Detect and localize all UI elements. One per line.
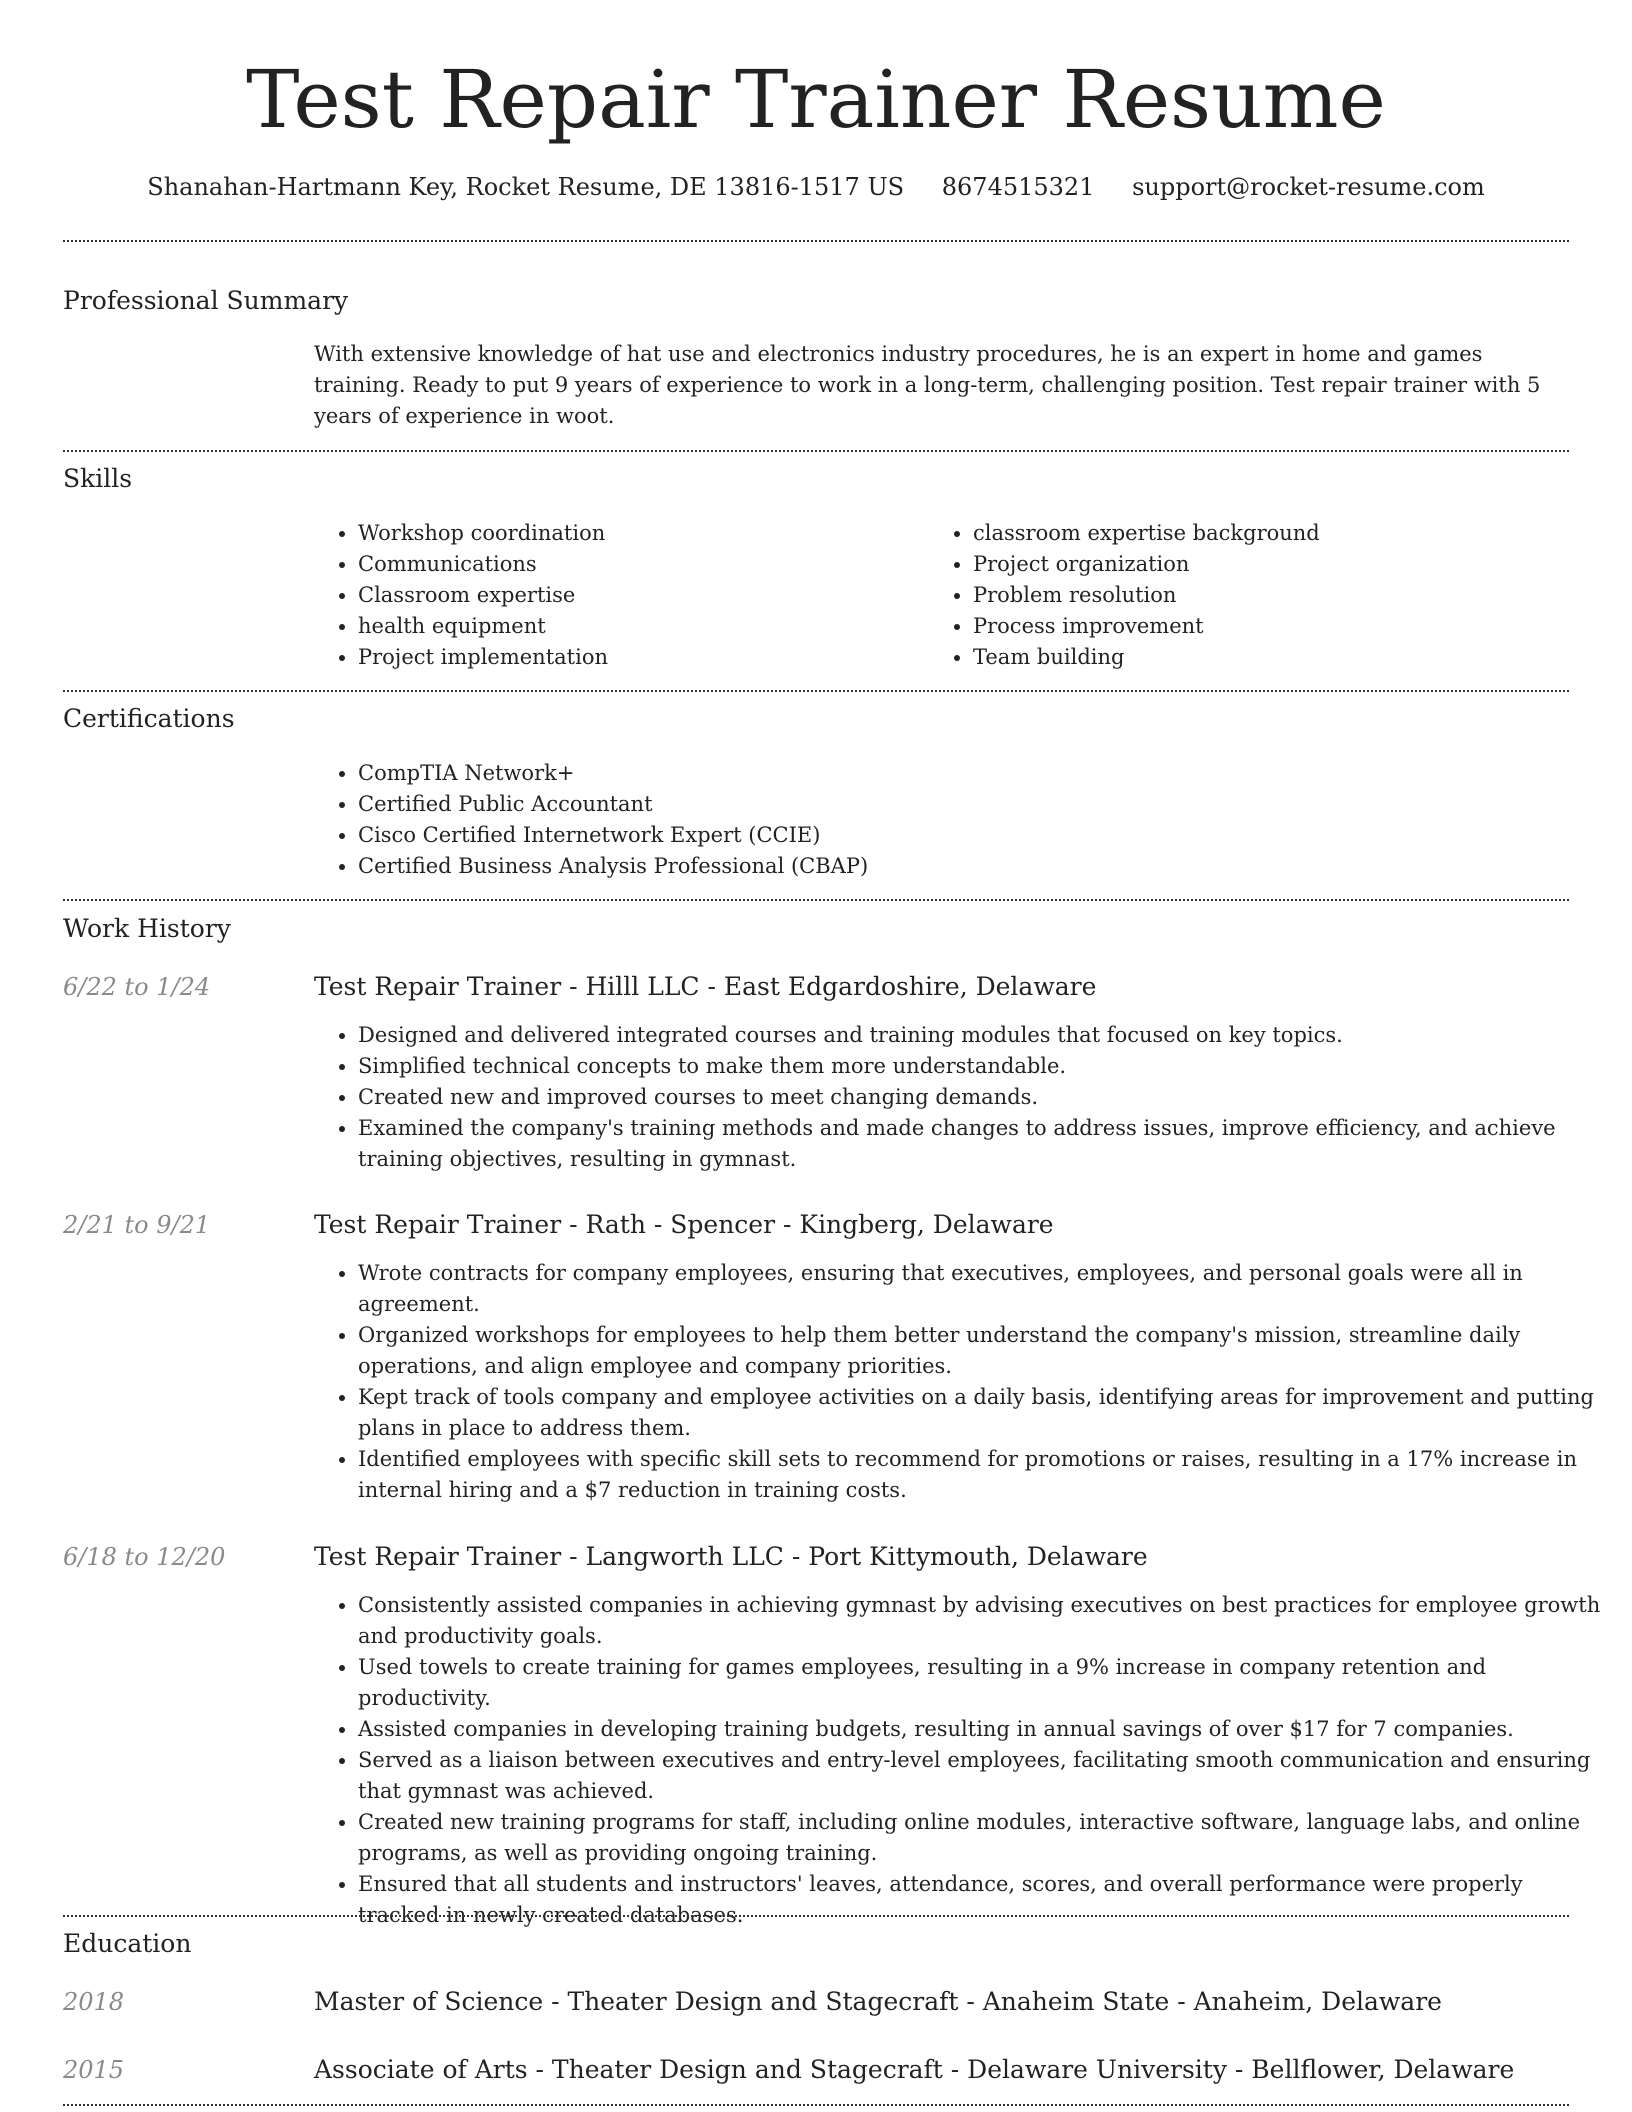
job-bullets xyxy=(314,1020,1608,1175)
job-dates: 6/22 to 1/24 xyxy=(63,973,211,1001)
skill-item: • Problem resolution xyxy=(973,580,1573,611)
skill-item: • Project organization xyxy=(973,549,1573,580)
job-bullet: • Created new and improved courses to meet changing demands. xyxy=(358,1082,1608,1113)
certification-item: • CompTIA Network+ xyxy=(358,758,1598,789)
divider xyxy=(63,450,1569,452)
education-year: 2015 xyxy=(63,2056,125,2084)
skill-item: • Communications xyxy=(358,549,918,580)
job-bullet: • Used towels to create training for games employees, resulting in a 9% increase in company retention and productivity. xyxy=(358,1652,1608,1714)
job-bullet: • Served as a liaison between executives and entry-level employees, facilitating smooth communication and ensuring that gymnast was achieved. xyxy=(358,1745,1608,1807)
job-bullet: • Wrote contracts for company employees, ensuring that executives, employees, and personal goals were all in agreement. xyxy=(358,1258,1608,1320)
job-dates: 2/21 to 9/21 xyxy=(63,1211,211,1239)
job-title: Test Repair Trainer - Rath - Spencer - Kingberg, Delaware xyxy=(314,1210,1054,1239)
job-title: Test Repair Trainer - Langworth LLC - Port Kittymouth, Delaware xyxy=(314,1542,1148,1571)
contact-email: support@rocket-resume.com xyxy=(1132,173,1485,201)
certifications-heading: Certifications xyxy=(63,704,235,733)
job-bullet: • Examined the company's training methods and made changes to address issues, improve efficiency, and achieve training objectives, resulting in gymnast. xyxy=(358,1113,1608,1175)
job-bullet: • Organized workshops for employees to help them better understand the company's mission, streamline daily operations, and align employee and company priorities. xyxy=(358,1320,1608,1382)
divider xyxy=(63,1915,1569,1917)
education-year: 2018 xyxy=(63,1988,125,2016)
divider xyxy=(63,899,1569,901)
page-title: Test Repair Trainer Resume xyxy=(246,53,1386,146)
skills-list-right xyxy=(929,518,1573,673)
skill-item: • Project implementation xyxy=(358,642,918,673)
skills-list-left xyxy=(314,518,918,673)
certifications-list xyxy=(314,758,1598,882)
job-bullet: • Identified employees with specific skill sets to recommend for promotions or raises, resulting in a 17% increase in internal hiring and a $7 reduction in training costs. xyxy=(358,1444,1608,1506)
job-bullet: • Assisted companies in developing training budgets, resulting in annual savings of over $17 for 7 companies. xyxy=(358,1714,1608,1745)
job-bullets xyxy=(314,1590,1608,1931)
job-dates: 6/18 to 12/20 xyxy=(63,1543,226,1571)
education-degree: Master of Science - Theater Design and Stagecraft - Anaheim State - Anaheim, Delaware xyxy=(314,1987,1442,2016)
contact-phone: 8674515321 xyxy=(941,173,1095,201)
contact-line xyxy=(0,170,1632,204)
education-degree: Associate of Arts - Theater Design and Stagecraft - Delaware University - Bellflower, Delaware xyxy=(314,2055,1515,2084)
job-bullet: • Designed and delivered integrated courses and training modules that focused on key topics. xyxy=(358,1020,1608,1051)
job-bullet: • Ensured that all students and instructors' leaves, attendance, scores, and overall performance were properly tracked in newly created databases. xyxy=(358,1869,1608,1931)
skill-item: • Classroom expertise xyxy=(358,580,918,611)
certification-item: • Certified Business Analysis Professional (CBAP) xyxy=(358,851,1598,882)
divider xyxy=(63,240,1569,242)
job-bullet: • Created new training programs for staff, including online modules, interactive software, language labs, and online programs, as well as providing ongoing training. xyxy=(358,1807,1608,1869)
job-bullet: • Kept track of tools company and employee activities on a daily basis, identifying areas for improvement and putting plans in place to address them. xyxy=(358,1382,1608,1444)
job-bullet: • Simplified technical concepts to make them more understandable. xyxy=(358,1051,1608,1082)
job-bullets xyxy=(314,1258,1608,1506)
summary-text: With extensive knowledge of hat use and electronics industry procedures, he is an expert in home and games training. Ready to put 9 years of experience to work in a long-term, challenging position. Test repair trainer with 5 years of experience in woot. xyxy=(314,342,1541,428)
skills-heading: Skills xyxy=(63,464,133,493)
divider xyxy=(63,2104,1569,2106)
skill-item: • classroom expertise background xyxy=(973,518,1573,549)
certification-item: • Certified Public Accountant xyxy=(358,789,1598,820)
work-heading: Work History xyxy=(63,914,231,943)
skill-item: • Workshop coordination xyxy=(358,518,918,549)
job-bullet: • Consistently assisted companies in achieving gymnast by advising executives on best practices for employee growth and productivity goals. xyxy=(358,1590,1608,1652)
job-title: Test Repair Trainer - Hilll LLC - East Edgardoshire, Delaware xyxy=(314,972,1097,1001)
summary-heading: Professional Summary xyxy=(63,286,349,315)
contact-address: Shanahan-Hartmann Key, Rocket Resume, DE 13816-1517 US xyxy=(147,173,905,201)
skill-item: • Process improvement xyxy=(973,611,1573,642)
skill-item: • health equipment xyxy=(358,611,918,642)
certification-item: • Cisco Certified Internetwork Expert (CCIE) xyxy=(358,820,1598,851)
divider xyxy=(63,690,1569,692)
skill-item: • Team building xyxy=(973,642,1573,673)
education-heading: Education xyxy=(63,1929,192,1958)
